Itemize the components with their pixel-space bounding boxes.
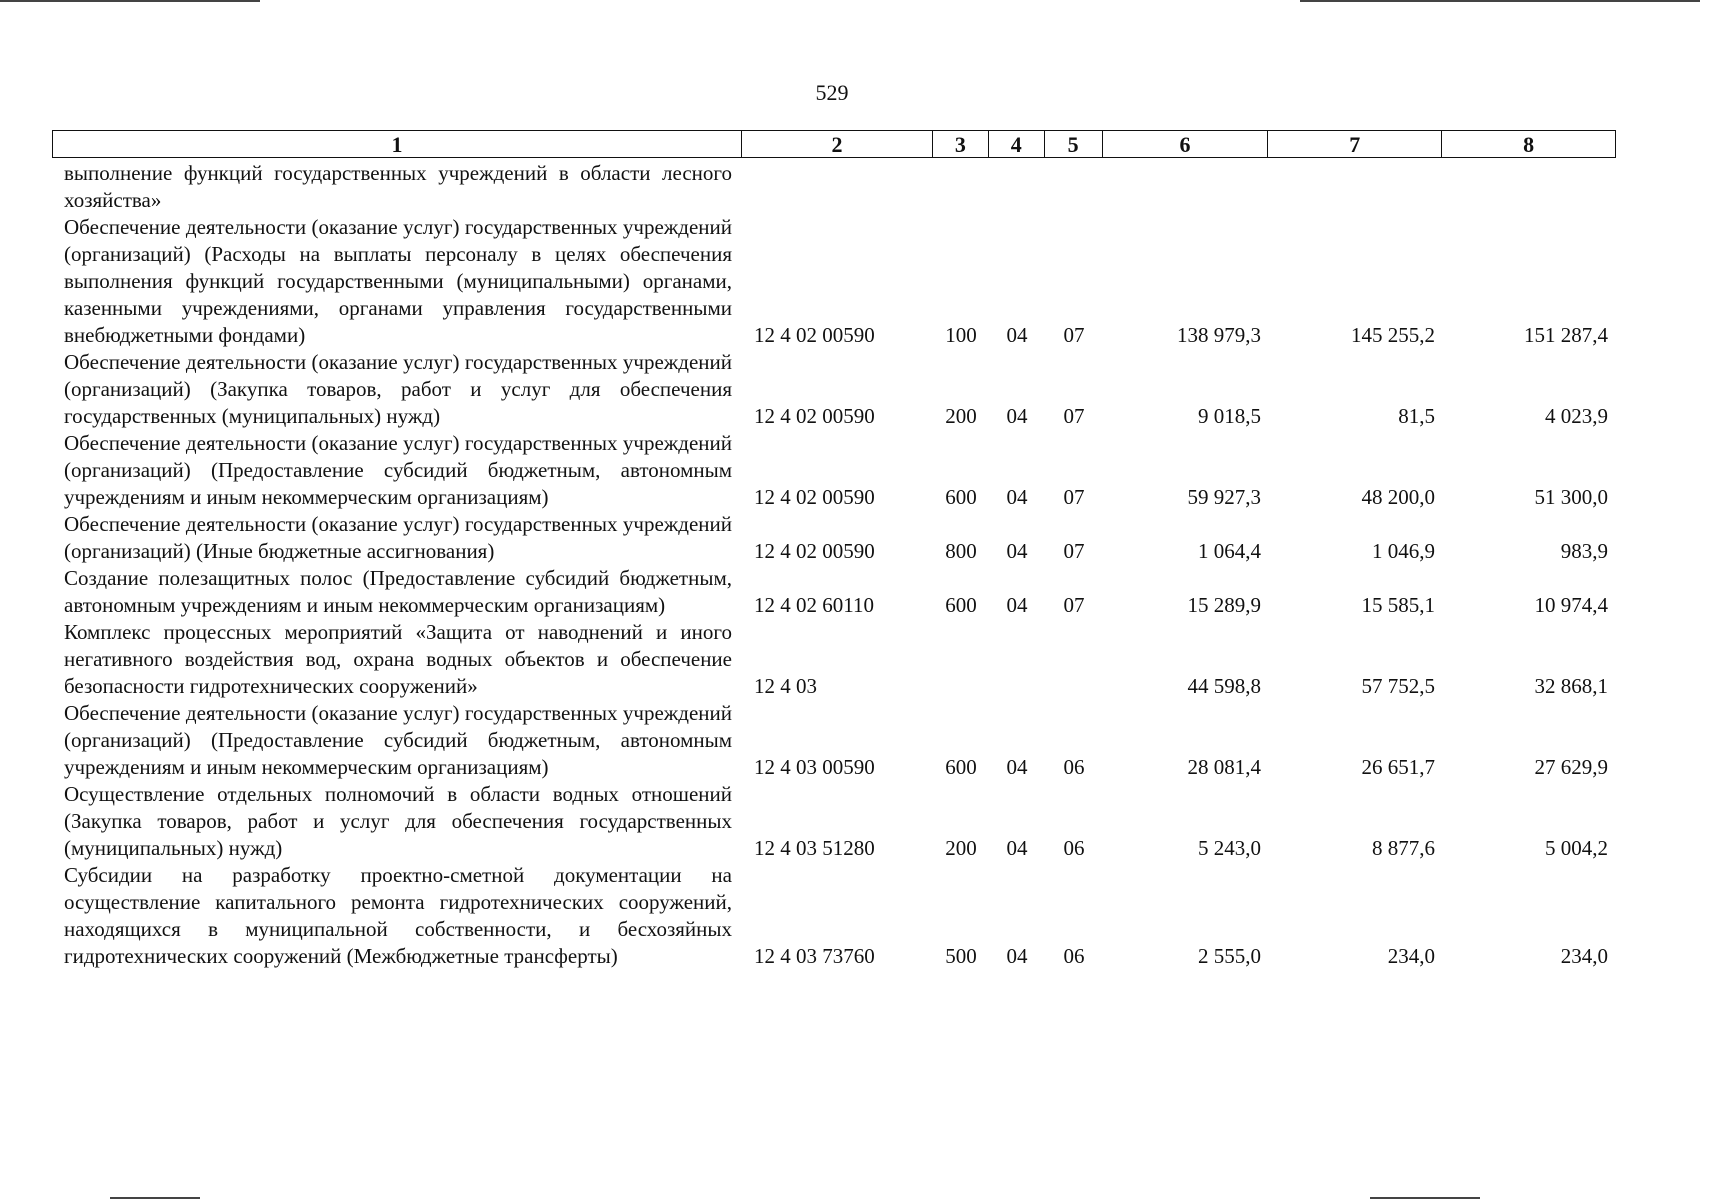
- row-year-3: 234,0: [1560, 944, 1608, 968]
- row-code: 12 4 02 00590: [754, 485, 875, 509]
- row-year-1: 2 555,0: [1198, 944, 1261, 968]
- row-year-3: 10 974,4: [1534, 593, 1608, 617]
- header-col-3: 3: [933, 131, 989, 157]
- row-year-2: 1 046,9: [1372, 539, 1435, 563]
- row-year-2: 15 585,1: [1361, 593, 1435, 617]
- row-rz: 04: [1006, 944, 1028, 968]
- row-year-1: 5 243,0: [1198, 836, 1261, 860]
- row-pr: 06: [1063, 944, 1085, 968]
- row-rz: 04: [1006, 539, 1028, 563]
- row-name: Обеспечение деятельности (оказание услуг) государственных учреждений (организаций) (Иные бюджетные ассигнования): [64, 512, 732, 563]
- row-year-1: 28 081,4: [1187, 755, 1261, 779]
- row-year-2: 26 651,7: [1361, 755, 1435, 779]
- row-year-1: 1 064,4: [1198, 539, 1261, 563]
- row-year-1: 15 289,9: [1187, 593, 1261, 617]
- row-pr: 06: [1063, 755, 1085, 779]
- row-name: Обеспечение деятельности (оказание услуг) государственных учреждений (организаций) (Расходы на выплаты персоналу в целях обеспечения выполнения функций государственными (муниципальными) органами, казенными учреждениями, органами управления государственными внебюджетными фондами): [64, 215, 732, 347]
- row-year-3: 4 023,9: [1545, 404, 1608, 428]
- page-number: 529: [815, 80, 849, 105]
- header-col-4: 4: [989, 131, 1045, 157]
- row-pr: 07: [1063, 404, 1085, 428]
- row-name: Обеспечение деятельности (оказание услуг) государственных учреждений (организаций) (Закупка товаров, работ и услуг для обеспечения государственных (муниципальных) нужд): [64, 350, 732, 428]
- row-name: Обеспечение деятельности (оказание услуг) государственных учреждений (организаций) (Предоставление субсидий бюджетным, автономным учреждениям и иным некоммерческим организациям): [64, 701, 732, 779]
- table-header: [52, 130, 1616, 158]
- header-col-1: 1: [53, 131, 742, 157]
- row-code: 12 4 03: [754, 674, 817, 698]
- row-rz: 04: [1006, 404, 1028, 428]
- row-rz: 04: [1006, 485, 1028, 509]
- row-vr: 600: [945, 485, 977, 509]
- row-code: 12 4 03 51280: [754, 836, 875, 860]
- row-vr: 600: [945, 755, 977, 779]
- row-rz: 04: [1006, 593, 1028, 617]
- row-year-2: 48 200,0: [1361, 485, 1435, 509]
- row-code: 12 4 02 00590: [754, 539, 875, 563]
- table-row: [52, 511, 1616, 565]
- row-vr: 500: [945, 944, 977, 968]
- header-col-5: 5: [1045, 131, 1103, 157]
- row-code: 12 4 03 73760: [754, 944, 875, 968]
- table-row: [52, 700, 1616, 781]
- row-year-3: 5 004,2: [1545, 836, 1608, 860]
- row-code: 12 4 02 60110: [754, 593, 874, 617]
- row-pr: 07: [1063, 539, 1085, 563]
- table-row: [52, 862, 1616, 970]
- row-name: Комплекс процессных мероприятий «Защита от наводнений и иного негативного воздействия вод, охрана водных объектов и обеспечение безопасности гидротехнических сооружений»: [64, 620, 732, 698]
- header-col-7: 7: [1268, 131, 1442, 157]
- row-pr: 07: [1063, 485, 1085, 509]
- row-rz: 04: [1006, 323, 1028, 347]
- table-row: [52, 349, 1616, 430]
- header-col-8: 8: [1523, 132, 1535, 157]
- row-code: 12 4 02 00590: [754, 404, 875, 428]
- row-year-2: 81,5: [1398, 404, 1435, 428]
- table-row: [52, 160, 1616, 214]
- row-year-3: 32 868,1: [1534, 674, 1608, 698]
- row-rz: 04: [1006, 755, 1028, 779]
- row-code: 12 4 02 00590: [754, 323, 875, 347]
- header-col-6: 6: [1103, 131, 1269, 157]
- budget-table-body: [52, 160, 1616, 970]
- table-row: [52, 430, 1616, 511]
- row-pr: 07: [1063, 323, 1085, 347]
- row-vr: 200: [945, 404, 977, 428]
- table-row: [52, 565, 1616, 619]
- row-year-3: 27 629,9: [1534, 755, 1608, 779]
- scan-edge-bottom-left: [110, 1197, 200, 1199]
- header-col-2: 2: [742, 131, 933, 157]
- row-name: Создание полезащитных полос (Предоставление субсидий бюджетным, автономным учреждениям и иным некоммерческим организациям): [64, 566, 732, 617]
- row-vr: 200: [945, 836, 977, 860]
- row-vr: 600: [945, 593, 977, 617]
- row-year-2: 145 255,2: [1351, 323, 1435, 347]
- row-name: Обеспечение деятельности (оказание услуг) государственных учреждений (организаций) (Предоставление субсидий бюджетным, автономным учреждениям и иным некоммерческим организациям): [64, 431, 732, 509]
- row-year-2: 234,0: [1387, 944, 1435, 968]
- scan-edge-top-left: [0, 0, 260, 2]
- row-year-2: 57 752,5: [1361, 674, 1435, 698]
- row-name: выполнение функций государственных учреждений в области лесного хозяйства»: [64, 161, 732, 212]
- row-year-1: 44 598,8: [1187, 674, 1261, 698]
- row-year-3: 151 287,4: [1524, 323, 1608, 347]
- scan-edge-top-right: [1300, 0, 1700, 2]
- table-row: [52, 214, 1616, 349]
- table-row: [52, 781, 1616, 862]
- row-name: Субсидии на разработку проектно-сметной документации на осуществление капитального ремонта гидротехнических сооружений, находящихся в муниципальной собственности, и бесхозяйных гидротехнических сооружений (Межбюджетные трансферты): [64, 863, 732, 968]
- row-pr: 07: [1063, 593, 1085, 617]
- row-name: Осуществление отдельных полномочий в области водных отношений (Закупка товаров, работ и услуг для обеспечения государственных (муниципальных) нужд): [64, 782, 732, 860]
- row-year-2: 8 877,6: [1372, 836, 1435, 860]
- table-row: [52, 619, 1616, 700]
- row-vr: 100: [945, 323, 977, 347]
- row-pr: 06: [1063, 836, 1085, 860]
- row-year-1: 59 927,3: [1187, 485, 1261, 509]
- row-code: 12 4 03 00590: [754, 755, 875, 779]
- row-rz: 04: [1006, 836, 1028, 860]
- row-vr: 800: [945, 539, 977, 563]
- row-year-3: 983,9: [1560, 539, 1608, 563]
- row-year-3: 51 300,0: [1534, 485, 1608, 509]
- scan-edge-bottom-right: [1370, 1197, 1480, 1199]
- row-year-1: 9 018,5: [1198, 404, 1261, 428]
- row-year-1: 138 979,3: [1177, 323, 1261, 347]
